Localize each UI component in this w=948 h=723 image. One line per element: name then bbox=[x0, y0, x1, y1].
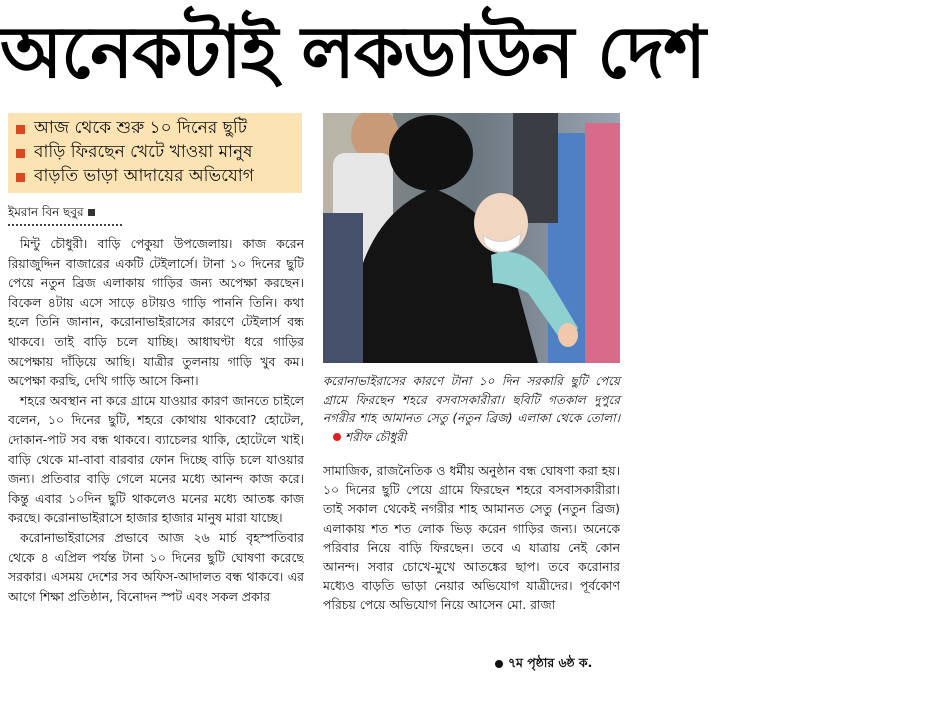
continued-text: ৭ম পৃষ্ঠার ৬ষ্ঠ ক. bbox=[508, 655, 593, 670]
headline: অনেকটাই লকডাউন দেশ bbox=[0, 10, 705, 94]
article-left-column bbox=[8, 234, 304, 682]
byline bbox=[8, 204, 95, 224]
news-photo bbox=[323, 113, 620, 363]
photo-caption bbox=[323, 372, 620, 446]
dotted-divider bbox=[8, 224, 122, 226]
caption-text: করোনাভাইরাসের কারণে টানা ১০ দিন সরকারি ছুটি পেয়ে গ্রামে ফিরছেন শহরে বসবাসকারীরা। ছবিটি গতকাল দুপুরে নগরীর শাহ আমানত সেতু (নতুন ব্রিজ) এলাকা থেকে তোলা। bbox=[323, 374, 620, 426]
square-bullet-icon bbox=[16, 125, 25, 134]
photo-illustration bbox=[323, 113, 620, 363]
author-name: ইমরান বিন ছবুর bbox=[8, 205, 84, 219]
bullet-dot-icon bbox=[495, 660, 503, 668]
article-right-column bbox=[323, 461, 620, 651]
highlight-text: বাড়তি ভাড়া আদায়ের অভিযোগ bbox=[34, 166, 254, 186]
highlight-item bbox=[16, 117, 302, 141]
red-dot-icon bbox=[333, 433, 341, 441]
article-paragraph: সামাজিক, রাজনৈতিক ও ধর্মীয় অনুষ্ঠান বন্ধ ঘোষণা করা হয়। ১০ দিনের ছুটি পেয়ে গ্রামে ফিরছেন শহরে বসবাসকারীরা। তাই সকাল থেকেই নগরীর শাহ আমানত সেতু (নতুন ব্রিজ) এলাকায় শত শত লোক ভিড় করেন গাড়ির জন্য। অনেকে পরিবার নিয়ে বাড়ি ফিরছেন। তবে এ যাত্রায় নেই কোন আনন্দ। সবার চোখে-মুখে আতঙ্কের ছাপ। তবে করোনার মধ্যেও বাড়তি ভাড়া নেয়ার অভিযোগ যাত্রীদের। পূর্বকোণ পরিচয় পেয়ে অভিযোগ নিয়ে আসেন মো. রাজা bbox=[323, 463, 620, 613]
photographer-name: শরীফ চৌধুরী bbox=[345, 429, 407, 444]
photo-credit bbox=[323, 430, 406, 444]
square-bullet-icon bbox=[16, 173, 25, 182]
square-marker-icon bbox=[88, 209, 95, 216]
article-paragraph: মিন্টু চৌধুরী। বাড়ি পেকুয়া উপজেলায়। কাজ করেন রিয়াজুদ্দিন বাজারের একটি টেইলার্সে। টানা ১০ দিনের ছুটি পেয়ে নতুন ব্রিজ এলাকায় গাড়ির জন্য অপেক্ষা করছেন। বিকেল ৪টায় এসে সাড়ে ৪টায়ও গাড়ি পাননি তিনি। কথা হলে তিনি জানান, করোনাভাইরাসের কারণে টেইলার্স বন্ধ থাকবে। তাই বাড়ি চলে যাচ্ছি। আধাঘণ্টা ধরে গাড়ির অপেক্ষায় দাঁড়িয়ে আছি। যাত্রীর তুলনায় গাড়ি খুব কম। অপেক্ষা করছি, দেখি গাড়ি আসে কিনা। bbox=[8, 236, 304, 389]
highlight-text: বাড়ি ফিরছেন খেটে খাওয়া মানুষ bbox=[34, 142, 253, 162]
article-paragraph: করোনাভাইরাসের প্রভাবে আজ ২৬ মার্চ বৃহস্পতিবার থেকে ৪ এপ্রিল পর্যন্ত টানা ১০ দিনের ছুটি ঘোষণা করেছে সরকার। এসময় দেশের সব অফিস-আদালত বন্ধ থাকবে। এর আগে শিক্ষা প্রতিষ্ঠান, বিনোদন স্পট এবং সকল প্রকার bbox=[8, 529, 304, 604]
continued-marker bbox=[495, 655, 592, 675]
article-paragraph: শহরে অবস্থান না করে গ্রামে যাওয়ার কারণ জানতে চাইলে বলেন, ১০ দিনের ছুটি, শহরে কোথায় থাকবো? হোটেল, দোকান-পাট সব বন্ধ থাকবে। ব্যাচেলর থাকি, হোটেলে খাই। বাড়ি থেকে মা-বাবা বারবার ফোন দিচ্ছে বাড়ি চলে যাওয়ার জন্য। প্রতিবার বাড়ি গেলে মনের মধ্যে আনন্দ কাজ করে। কিন্তু এবার ১০দিন ছুটি থাকলেও মনের মধ্যে আতঙ্ক কাজ করছে। করোনাভাইরাসে হাজার হাজার মানুষ মারা যাচ্ছে। bbox=[8, 392, 304, 526]
square-bullet-icon bbox=[16, 149, 25, 158]
highlight-text: আজ থেকে শুরু ১০ দিনের ছুটি bbox=[34, 118, 248, 138]
highlight-item bbox=[16, 141, 302, 165]
highlights-box bbox=[8, 113, 302, 193]
highlight-item bbox=[16, 165, 302, 189]
